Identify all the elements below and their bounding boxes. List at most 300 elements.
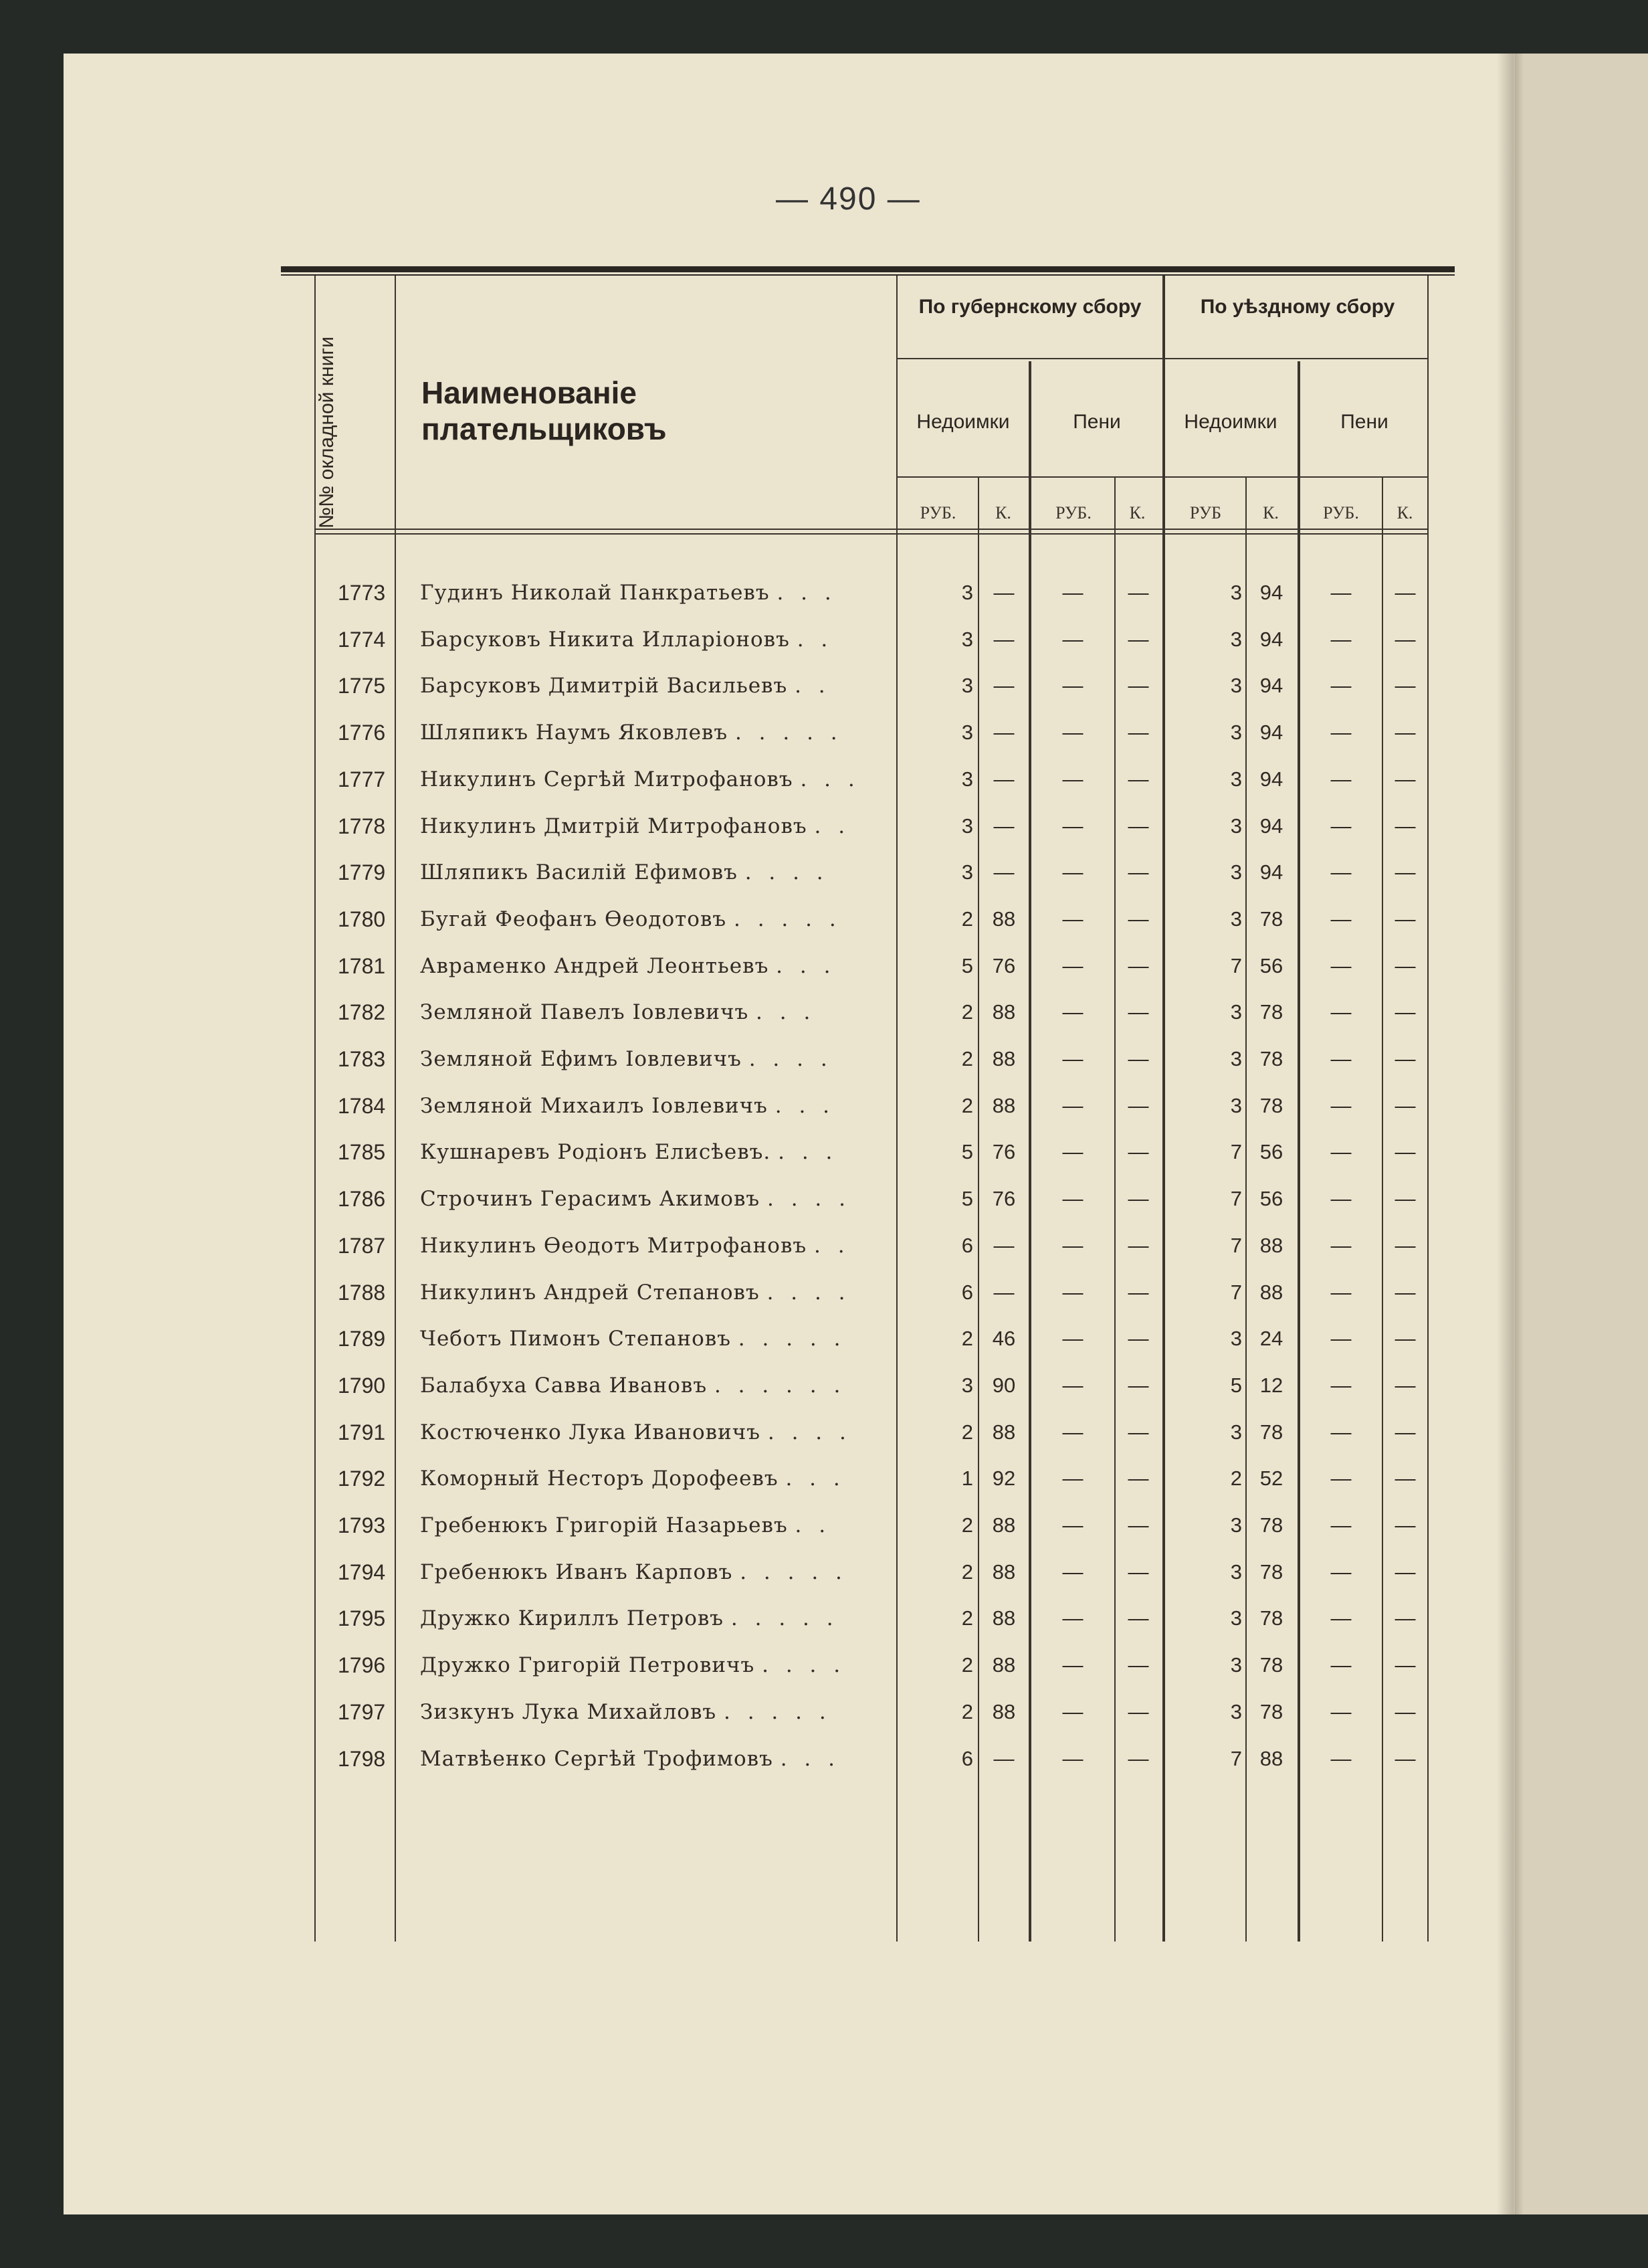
table-row — [0, 1047, 1648, 1093]
leader-dots: . . . — [756, 1000, 816, 1025]
cell-gub-ned-rub: 2 — [961, 1513, 973, 1537]
cell-uezd-ned-rub: 3 — [1230, 860, 1242, 884]
table-row — [0, 1234, 1648, 1279]
cell-gub-peni-kop: — — [1128, 1746, 1149, 1770]
cell-uezd-ned-kop: 94 — [1259, 674, 1283, 698]
payer-name-text: Зизкунъ Лука Михайловъ — [420, 1699, 717, 1724]
cell-gub-ned-rub: 5 — [961, 1140, 973, 1164]
payer-name — [420, 1281, 851, 1305]
cell-uezd-ned-kop: 94 — [1259, 767, 1283, 791]
cell-uezd-ned-kop: 78 — [1259, 1606, 1283, 1630]
cell-gub-ned-kop: 76 — [992, 1140, 1016, 1164]
payer-name — [420, 1374, 845, 1398]
table-row — [0, 1513, 1648, 1559]
cell-gub-peni-rub: — — [1062, 1420, 1084, 1444]
payer-name — [420, 814, 850, 838]
cell-gub-ned-kop: 88 — [992, 907, 1016, 931]
table-row — [0, 1747, 1648, 1792]
book-number: 1777 — [338, 767, 386, 791]
book-number: 1780 — [338, 907, 386, 931]
cell-gub-peni-rub: — — [1062, 814, 1084, 838]
cell-gub-ned-kop: 76 — [992, 1187, 1016, 1211]
leader-dots: . . — [795, 674, 831, 698]
cell-gub-peni-kop: — — [1128, 1467, 1149, 1491]
cell-gub-peni-rub: — — [1062, 1699, 1084, 1723]
cell-uezd-peni-kop: — — [1395, 721, 1416, 745]
payer-name-text: Дружко Григорій Петровичъ — [420, 1653, 755, 1678]
header-payer-name: Наименованіе плательщиковъ — [421, 375, 667, 446]
header-uezd-peni: Пени — [1340, 411, 1388, 433]
cell-uezd-peni-rub: — — [1330, 1280, 1352, 1304]
book-number: 1788 — [338, 1280, 386, 1305]
cell-gub-ned-rub: 5 — [961, 1187, 973, 1211]
payer-name — [420, 1094, 835, 1118]
cell-gub-peni-rub: — — [1062, 860, 1084, 884]
cell-uezd-peni-kop: — — [1395, 1699, 1416, 1723]
leader-dots: . . . . — [767, 1420, 851, 1444]
cell-uezd-peni-kop: — — [1395, 1606, 1416, 1630]
cell-gub-peni-rub: — — [1062, 907, 1084, 931]
leader-dots: . . . . — [766, 1280, 851, 1305]
cell-gub-ned-kop: — — [993, 581, 1015, 604]
book-number: 1791 — [338, 1420, 386, 1444]
cell-uezd-ned-kop: 56 — [1259, 1187, 1283, 1211]
header-uezd-group: По уѣздному сбору — [1200, 296, 1395, 318]
cell-uezd-peni-kop: — — [1395, 1327, 1416, 1351]
cell-uezd-ned-rub: 2 — [1230, 1467, 1242, 1491]
book-number: 1793 — [338, 1513, 386, 1537]
payer-name — [420, 767, 860, 791]
cell-gub-peni-kop: — — [1128, 1140, 1149, 1164]
cell-uezd-peni-rub: — — [1330, 627, 1352, 651]
cell-uezd-ned-kop: 52 — [1259, 1467, 1283, 1491]
cell-uezd-ned-kop: 56 — [1259, 953, 1283, 977]
cell-uezd-ned-kop: 94 — [1259, 581, 1283, 604]
header-gub-group: По губернскому сбору — [918, 296, 1142, 318]
cell-gub-peni-rub: — — [1062, 1093, 1084, 1117]
cell-uezd-ned-rub: 3 — [1230, 814, 1242, 838]
book-number: 1779 — [338, 860, 386, 885]
leader-dots: . . . . . — [740, 1560, 847, 1584]
payer-name — [420, 581, 837, 605]
payer-name — [420, 1467, 845, 1491]
cell-gub-ned-kop: 88 — [992, 1000, 1016, 1024]
cell-gub-ned-rub: 3 — [961, 1373, 973, 1397]
table-row — [0, 1467, 1648, 1512]
cell-uezd-ned-kop: 88 — [1259, 1280, 1283, 1304]
leader-dots: . . — [797, 627, 833, 652]
cell-gub-ned-rub: 2 — [961, 1606, 973, 1630]
table-row — [0, 954, 1648, 1000]
cell-uezd-ned-rub: 3 — [1230, 907, 1242, 931]
header-book-number — [316, 314, 342, 529]
cell-uezd-peni-rub: — — [1330, 907, 1352, 931]
header-gub-ned-kop: К. — [995, 503, 1011, 523]
cell-uezd-peni-kop: — — [1395, 1420, 1416, 1444]
payer-name — [420, 1606, 839, 1630]
cell-uezd-peni-rub: — — [1330, 1047, 1352, 1070]
cell-gub-peni-kop: — — [1128, 1187, 1149, 1211]
cell-gub-ned-rub: 2 — [961, 1000, 973, 1024]
payer-name — [420, 1047, 833, 1071]
table-row — [0, 581, 1648, 626]
cell-gub-peni-kop: — — [1128, 1653, 1149, 1677]
cell-uezd-peni-rub: — — [1330, 1467, 1352, 1491]
rule-header-bottom-2 — [314, 533, 1429, 535]
cell-gub-ned-kop: 76 — [992, 953, 1016, 977]
cell-gub-ned-rub: 2 — [961, 1653, 973, 1677]
book-number: 1776 — [338, 721, 386, 745]
cell-gub-peni-kop: — — [1128, 1047, 1149, 1070]
cell-uezd-peni-rub: — — [1330, 1233, 1352, 1257]
payer-name-text: Кушнаревъ Родіонъ Елисѣевъ. — [420, 1140, 771, 1165]
table-row — [0, 814, 1648, 860]
table-row — [0, 721, 1648, 766]
leader-dots: . . . . . — [738, 1327, 846, 1351]
cell-uezd-ned-rub: 3 — [1230, 674, 1242, 698]
header-uezd-ned-rub: РУБ — [1189, 503, 1222, 523]
payer-name-text: Шляпикъ Василій Ефимовъ — [420, 860, 738, 885]
cell-gub-peni-rub: — — [1062, 1606, 1084, 1630]
table-row — [0, 860, 1648, 906]
book-number: 1785 — [338, 1140, 386, 1165]
cell-gub-ned-rub: 5 — [961, 953, 973, 977]
payer-name — [420, 954, 835, 978]
rule-units-over — [896, 476, 1429, 478]
payer-name-text: Никулинъ Сергѣй Митрофановъ — [420, 767, 793, 791]
book-number: 1792 — [338, 1467, 386, 1491]
cell-gub-ned-kop: 88 — [992, 1093, 1016, 1117]
cell-uezd-ned-rub: 5 — [1230, 1373, 1242, 1397]
cell-uezd-ned-kop: 78 — [1259, 907, 1283, 931]
payer-name-text: Барсуковъ Димитрій Васильевъ — [420, 674, 788, 698]
book-number: 1773 — [338, 581, 386, 605]
cell-gub-peni-rub: — — [1062, 1327, 1084, 1351]
cell-uezd-peni-rub: — — [1330, 1187, 1352, 1211]
payer-name-text: Барсуковъ Никита Илларіоновъ — [420, 627, 790, 652]
table-top-rule — [281, 266, 1455, 272]
cell-gub-peni-rub: — — [1062, 1467, 1084, 1491]
rule-header-bottom — [314, 529, 1429, 530]
cell-uezd-ned-rub: 7 — [1230, 1187, 1242, 1211]
cell-gub-ned-rub: 3 — [961, 814, 973, 838]
cell-uezd-ned-kop: 78 — [1259, 1513, 1283, 1537]
rule-group-under — [896, 358, 1429, 359]
leader-dots: . . . . — [767, 1187, 851, 1212]
payer-name — [420, 1653, 845, 1677]
cell-uezd-peni-kop: — — [1395, 1467, 1416, 1491]
table-row — [0, 1000, 1648, 1046]
page-number: — 490 — — [776, 181, 921, 217]
payer-name — [420, 1234, 850, 1258]
cell-gub-peni-rub: — — [1062, 1653, 1084, 1677]
payer-name — [420, 1560, 847, 1584]
cell-gub-peni-kop: — — [1128, 1233, 1149, 1257]
cell-gub-ned-kop: 88 — [992, 1699, 1016, 1723]
cell-uezd-peni-kop: — — [1395, 1233, 1416, 1257]
cell-uezd-peni-kop: — — [1395, 627, 1416, 651]
cell-uezd-peni-kop: — — [1395, 1513, 1416, 1537]
payer-name — [420, 907, 841, 931]
cell-uezd-ned-kop: 94 — [1259, 627, 1283, 651]
payer-name-text: Земляной Ефимъ Іовлевичъ — [420, 1047, 742, 1071]
header-book-number-label: №№ окладной книги — [316, 336, 338, 529]
table-row — [0, 907, 1648, 953]
payer-name-text: Земляной Павелъ Іовлевичъ — [420, 1000, 749, 1025]
cell-uezd-ned-rub: 3 — [1230, 1000, 1242, 1024]
cell-gub-ned-rub: 6 — [961, 1280, 973, 1304]
cell-gub-peni-kop: — — [1128, 1093, 1149, 1117]
header-gub-peni-kop: К. — [1129, 503, 1146, 523]
payer-name-text: Матвѣенко Сергѣй Трофимовъ — [420, 1746, 773, 1771]
cell-gub-peni-kop: — — [1128, 1560, 1149, 1584]
cell-gub-peni-rub: — — [1062, 1280, 1084, 1304]
cell-uezd-ned-rub: 3 — [1230, 1560, 1242, 1584]
cell-gub-peni-kop: — — [1128, 674, 1149, 698]
payer-name-text: Гребенюкъ Иванъ Карповъ — [420, 1560, 733, 1584]
cell-uezd-ned-rub: 3 — [1230, 1420, 1242, 1444]
cell-gub-peni-kop: — — [1128, 1000, 1149, 1024]
cell-uezd-peni-kop: — — [1395, 1653, 1416, 1677]
header-uezd-peni-rub: РУБ. — [1323, 503, 1359, 523]
cell-uezd-ned-rub: 3 — [1230, 581, 1242, 604]
cell-gub-ned-kop: 88 — [992, 1513, 1016, 1537]
cell-uezd-peni-rub: — — [1330, 860, 1352, 884]
leader-dots: . . — [814, 814, 851, 838]
cell-gub-peni-rub: — — [1062, 1187, 1084, 1211]
cell-gub-ned-kop: — — [993, 627, 1015, 651]
cell-gub-peni-kop: — — [1128, 1327, 1149, 1351]
table-row — [0, 628, 1648, 673]
payer-name-text: Никулинъ Андрей Степановъ — [420, 1280, 760, 1305]
cell-gub-ned-rub: 3 — [961, 767, 973, 791]
cell-gub-ned-kop: 90 — [992, 1373, 1016, 1397]
header-gub-nedoimki: Недоимки — [916, 411, 1010, 433]
header-gub-peni-rub: РУБ. — [1055, 503, 1092, 523]
cell-uezd-ned-kop: 88 — [1259, 1746, 1283, 1770]
payer-name-text: Балабуха Савва Ивановъ — [420, 1373, 708, 1398]
cell-uezd-peni-kop: — — [1395, 814, 1416, 838]
payer-name-text: Авраменко Андрей Леонтьевъ — [420, 953, 769, 978]
header-uezd-nedoimki: Недоимки — [1184, 411, 1277, 433]
leader-dots: . . . — [800, 767, 860, 791]
cell-gub-ned-kop: — — [993, 814, 1015, 838]
cell-gub-peni-kop: — — [1128, 767, 1149, 791]
payer-name-text: Бугай Феофанъ Ѳеодотовъ — [420, 907, 727, 931]
cell-uezd-ned-kop: 94 — [1259, 814, 1283, 838]
cell-uezd-ned-rub: 7 — [1230, 1233, 1242, 1257]
cell-uezd-ned-kop: 78 — [1259, 1699, 1283, 1723]
payer-name-text: Строчинъ Герасимъ Акимовъ — [420, 1187, 760, 1212]
book-number: 1781 — [338, 953, 386, 978]
cell-gub-ned-kop: — — [993, 1746, 1015, 1770]
payer-name — [420, 1187, 851, 1211]
cell-gub-ned-kop: 46 — [992, 1327, 1016, 1351]
book-number: 1775 — [338, 674, 386, 698]
cell-uezd-ned-kop: 78 — [1259, 1047, 1283, 1070]
cell-uezd-ned-rub: 3 — [1230, 627, 1242, 651]
payer-name-text: Никулинъ Ѳеодотъ Митрофановъ — [420, 1233, 807, 1258]
cell-gub-peni-rub: — — [1062, 1513, 1084, 1537]
cell-gub-ned-rub: 2 — [961, 907, 973, 931]
cell-gub-ned-kop: 88 — [992, 1420, 1016, 1444]
cell-gub-peni-kop: — — [1128, 953, 1149, 977]
cell-uezd-ned-kop: 94 — [1259, 721, 1283, 745]
cell-uezd-peni-kop: — — [1395, 1280, 1416, 1304]
payer-name — [420, 1700, 831, 1724]
leader-dots: . . . . — [748, 1047, 833, 1071]
book-number: 1782 — [338, 1000, 386, 1025]
cell-uezd-peni-rub: — — [1330, 581, 1352, 604]
cell-gub-peni-kop: — — [1128, 1373, 1149, 1397]
table-row — [0, 674, 1648, 719]
book-number: 1798 — [338, 1746, 386, 1771]
book-number: 1778 — [338, 814, 386, 838]
cell-gub-ned-kop: 88 — [992, 1606, 1016, 1630]
header-gub-ned-rub: РУБ. — [920, 503, 956, 523]
cell-uezd-ned-rub: 7 — [1230, 1140, 1242, 1164]
cell-gub-ned-rub: 1 — [961, 1467, 973, 1491]
payer-name-text: Никулинъ Дмитрій Митрофановъ — [420, 814, 807, 838]
cell-gub-peni-rub: — — [1062, 767, 1084, 791]
book-number: 1795 — [338, 1606, 386, 1631]
cell-gub-ned-rub: 3 — [961, 581, 973, 604]
payer-name — [420, 1000, 815, 1024]
leader-dots: . . — [795, 1513, 831, 1537]
cell-gub-ned-rub: 2 — [961, 1047, 973, 1070]
cell-uezd-peni-kop: — — [1395, 581, 1416, 604]
cell-gub-peni-rub: — — [1062, 1560, 1084, 1584]
leader-dots: . . . . — [744, 860, 829, 885]
cell-gub-peni-kop: — — [1128, 1513, 1149, 1537]
cell-gub-ned-kop: — — [993, 1280, 1015, 1304]
cell-gub-peni-rub: — — [1062, 1000, 1084, 1024]
book-number: 1796 — [338, 1653, 386, 1678]
cell-uezd-peni-kop: — — [1395, 907, 1416, 931]
cell-uezd-peni-rub: — — [1330, 953, 1352, 977]
cell-uezd-peni-kop: — — [1395, 1140, 1416, 1164]
table-row — [0, 767, 1648, 813]
cell-gub-peni-rub: — — [1062, 1373, 1084, 1397]
payer-name-text: Гудинъ Николай Панкратьевъ — [420, 581, 770, 605]
cell-gub-peni-kop: — — [1128, 814, 1149, 838]
cell-uezd-peni-rub: — — [1330, 1653, 1352, 1677]
cell-uezd-ned-kop: 78 — [1259, 1653, 1283, 1677]
cell-uezd-ned-rub: 3 — [1230, 1606, 1242, 1630]
leader-dots: . . . — [785, 1467, 845, 1491]
leader-dots: . . . . . — [734, 721, 843, 745]
cell-gub-peni-rub: — — [1062, 1233, 1084, 1257]
cell-uezd-ned-kop: 94 — [1259, 860, 1283, 884]
cell-uezd-peni-rub: — — [1330, 1420, 1352, 1444]
table-row — [0, 1606, 1648, 1652]
table-row — [0, 1653, 1648, 1699]
cell-gub-ned-rub: 2 — [961, 1420, 973, 1444]
cell-uezd-peni-kop: — — [1395, 1560, 1416, 1584]
cell-uezd-ned-kop: 78 — [1259, 1093, 1283, 1117]
payer-name — [420, 1420, 851, 1444]
table-row — [0, 1420, 1648, 1466]
cell-uezd-peni-kop: — — [1395, 674, 1416, 698]
header-uezd-peni-kop: К. — [1397, 503, 1413, 523]
header-uezd-ned-kop: К. — [1263, 503, 1279, 523]
cell-uezd-ned-rub: 7 — [1230, 1280, 1242, 1304]
cell-uezd-ned-rub: 7 — [1230, 953, 1242, 977]
cell-gub-peni-kop: — — [1128, 1699, 1149, 1723]
cell-uezd-ned-rub: 3 — [1230, 1699, 1242, 1723]
cell-uezd-peni-rub: — — [1330, 1513, 1352, 1537]
cell-gub-peni-kop: — — [1128, 581, 1149, 604]
cell-gub-ned-rub: 2 — [961, 1699, 973, 1723]
cell-uezd-peni-rub: — — [1330, 814, 1352, 838]
table-row — [0, 1140, 1648, 1186]
cell-uezd-peni-rub: — — [1330, 721, 1352, 745]
cell-gub-peni-rub: — — [1062, 627, 1084, 651]
cell-uezd-peni-kop: — — [1395, 767, 1416, 791]
cell-gub-peni-rub: — — [1062, 581, 1084, 604]
payer-name-text: Земляной Михаилъ Іовлевичъ — [420, 1093, 768, 1118]
book-number: 1783 — [338, 1047, 386, 1071]
cell-uezd-ned-rub: 3 — [1230, 721, 1242, 745]
cell-gub-peni-kop: — — [1128, 860, 1149, 884]
cell-uezd-ned-kop: 56 — [1259, 1140, 1283, 1164]
cell-gub-ned-kop: — — [993, 1233, 1015, 1257]
cell-uezd-ned-rub: 3 — [1230, 1093, 1242, 1117]
cell-uezd-peni-rub: — — [1330, 1000, 1352, 1024]
cell-gub-peni-kop: — — [1128, 721, 1149, 745]
cell-uezd-ned-kop: 12 — [1259, 1373, 1283, 1397]
cell-gub-ned-rub: 6 — [961, 1746, 973, 1770]
payer-name — [420, 860, 829, 884]
payer-name-text: Шляпикъ Наумъ Яковлевъ — [420, 721, 728, 745]
cell-gub-ned-rub: 3 — [961, 627, 973, 651]
cell-gub-ned-rub: 2 — [961, 1560, 973, 1584]
cell-uezd-peni-rub: — — [1330, 1746, 1352, 1770]
table-row — [0, 1560, 1648, 1606]
leader-dots: . . . — [776, 953, 836, 978]
cell-gub-peni-rub: — — [1062, 674, 1084, 698]
payer-name — [420, 1747, 840, 1771]
book-number: 1790 — [338, 1373, 386, 1398]
payer-name — [420, 721, 843, 745]
cell-gub-ned-rub: 6 — [961, 1233, 973, 1257]
table-row — [0, 1327, 1648, 1372]
cell-uezd-peni-kop: — — [1395, 1047, 1416, 1070]
cell-uezd-peni-kop: — — [1395, 953, 1416, 977]
cell-gub-peni-kop: — — [1128, 1420, 1149, 1444]
cell-uezd-peni-kop: — — [1395, 1187, 1416, 1211]
table-row — [0, 1187, 1648, 1232]
cell-uezd-ned-kop: 78 — [1259, 1420, 1283, 1444]
cell-uezd-peni-rub: — — [1330, 1140, 1352, 1164]
leader-dots: . . . . . — [730, 1606, 839, 1631]
cell-uezd-ned-kop: 88 — [1259, 1233, 1283, 1257]
cell-gub-ned-rub: 3 — [961, 721, 973, 745]
cell-uezd-peni-kop: — — [1395, 1373, 1416, 1397]
book-number: 1794 — [338, 1560, 386, 1584]
cell-gub-ned-rub: 3 — [961, 860, 973, 884]
cell-uezd-peni-rub: — — [1330, 674, 1352, 698]
table-row — [0, 1094, 1648, 1139]
cell-gub-ned-rub: 2 — [961, 1093, 973, 1117]
cell-gub-ned-kop: 88 — [992, 1047, 1016, 1070]
cell-gub-peni-kop: — — [1128, 1280, 1149, 1304]
leader-dots: . . . . . — [734, 907, 841, 931]
leader-dots: . . . . — [762, 1653, 846, 1678]
cell-uezd-ned-kop: 78 — [1259, 1000, 1283, 1024]
cell-gub-ned-kop: 88 — [992, 1653, 1016, 1677]
cell-gub-ned-kop: — — [993, 674, 1015, 698]
